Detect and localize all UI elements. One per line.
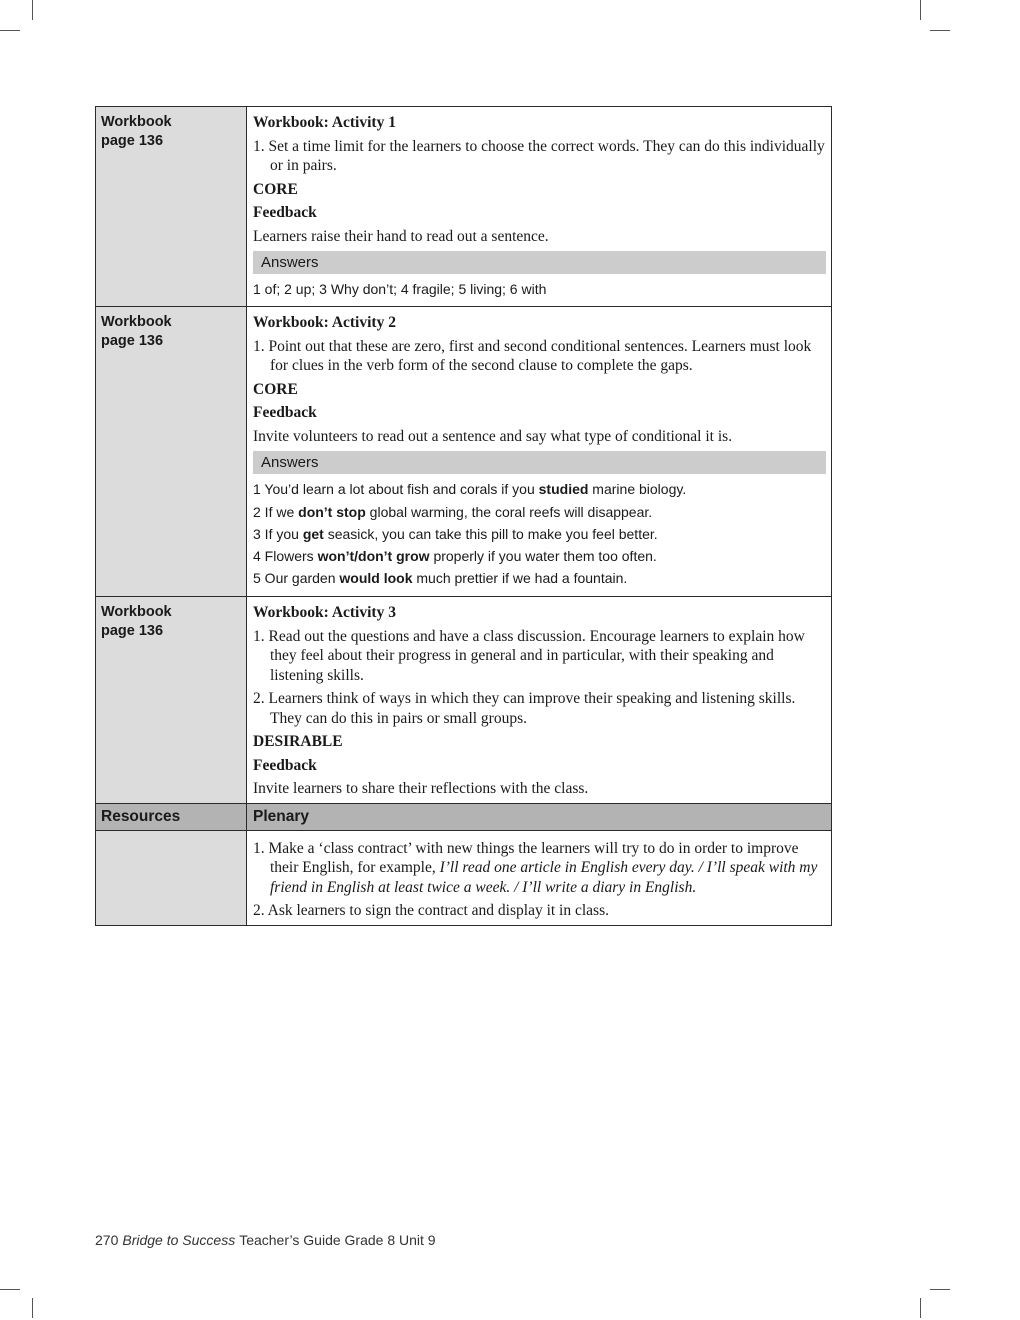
feedback-text: Invite volunteers to read out a sentence and say what type of conditional it is. [253,427,733,445]
workbook-ref-cell [96,307,247,597]
activity-title: Workbook: Activity 3 [253,604,396,622]
table-row [96,597,832,804]
table-row [96,307,832,597]
crop-mark [0,30,20,31]
workbook-label: Workbook [101,114,172,130]
crop-mark [920,1298,921,1318]
answers-header: Answers [253,251,826,274]
workbook-page: page 136 [101,133,164,149]
feedback-text: Learners raise their hand to read out a sentence. [253,227,549,245]
workbook-ref-cell [96,107,247,307]
answer-text: 4 Flowers [253,548,318,565]
feedback-title: Feedback [253,756,317,774]
answer-line [253,525,826,543]
workbook-page: page 136 [101,333,164,350]
feedback-title: Feedback [253,404,317,422]
guide-title: Teacher’s Guide Grade 8 Unit 9 [239,1232,436,1248]
crop-mark [930,1289,950,1290]
level-label: CORE [253,180,298,198]
activity-step: 1. Read out the questions and have a class discussion. Encourage learners to explain how they feel about their progress in general and in particular, with their speaking and listening skills. [253,627,805,684]
workbook-label: Workbook [101,604,172,621]
answer-text: 2 If we [253,503,299,520]
answer-line [253,569,826,587]
activity-cell [247,107,832,307]
answer-key: studied [538,481,589,498]
level-label: CORE [253,380,298,398]
activity-step: 1. Set a time limit for the learners to choose the correct words. They can do this individually or in pairs. [253,137,825,174]
answer-text: global warming, the coral reefs will disappear. [365,503,653,520]
table-row [96,830,832,925]
level-label: DESIRABLE [253,733,343,751]
activity-title: Workbook: Activity 1 [253,114,396,131]
plenary-cell [247,830,832,925]
answer-key: don’t stop [298,503,366,520]
activity-cell [247,597,832,804]
workbook-page: page 136 [101,623,164,640]
workbook-ref-cell [96,597,247,804]
crop-mark [0,1289,20,1290]
resources-cell [96,830,247,925]
answer-text: properly if you water them too often. [429,548,657,565]
workbook-label: Workbook [101,314,172,331]
feedback-text: Invite learners to share their reflections with the class. [253,780,589,798]
plenary-header-row [96,803,832,830]
plenary-step: 2. Ask learners to sign the contract and display it in class. [253,902,609,920]
answer-text: seasick, you can take this pill to make you feel better. [323,525,658,542]
crop-mark [920,0,921,20]
answer-key: won’t/don’t grow [317,548,430,565]
feedback-title: Feedback [253,204,317,221]
answer-text: marine biology. [588,481,687,498]
answer-text: 1 You’d learn a lot about fish and corals if you [253,481,539,498]
lesson-table [95,106,832,926]
answer-line: 1 of; 2 up; 3 Why don’t; 4 fragile; 5 living; 6 with [253,281,547,297]
plenary-step [253,839,826,898]
crop-mark [32,0,33,20]
book-title: Bridge to Success [122,1232,236,1248]
page-number: 270 [95,1232,119,1248]
plenary-header: Plenary [247,803,832,830]
crop-mark [32,1298,33,1318]
activity-cell [247,307,832,597]
activity-title: Workbook: Activity 2 [253,314,396,332]
activity-step: 2. Learners think of ways in which they can improve their speaking and listening skills. They can do this in pairs or small groups. [253,690,796,727]
answer-line [253,480,826,498]
answer-line [253,503,826,521]
resources-header: Resources [96,803,247,830]
plenary-examples: I’ll read one article in English every day. / I’ll speak with my friend in English at least twice a week. / I’ll write a diary in English. [270,859,818,896]
answer-key: get [302,525,324,542]
answer-text: 5 Our garden [253,570,340,587]
plenary-step-text: 1. Make a ‘class contract’ with new things the learners will try to do in order to improve their English, for example, [253,839,799,877]
answers-header: Answers [253,451,826,474]
answer-text: 3 If you [253,525,303,542]
crop-mark [930,30,950,31]
answer-key: would look [339,570,413,587]
activity-step: 1. Point out that these are zero, first and second conditional sentences. Learners must look for clues in the verb form of the second clause to complete the gaps. [253,337,812,375]
answer-text: much prettier if we had a fountain. [412,570,628,587]
table-row [96,107,832,307]
answer-line [253,547,826,565]
page-footer [95,1232,436,1248]
